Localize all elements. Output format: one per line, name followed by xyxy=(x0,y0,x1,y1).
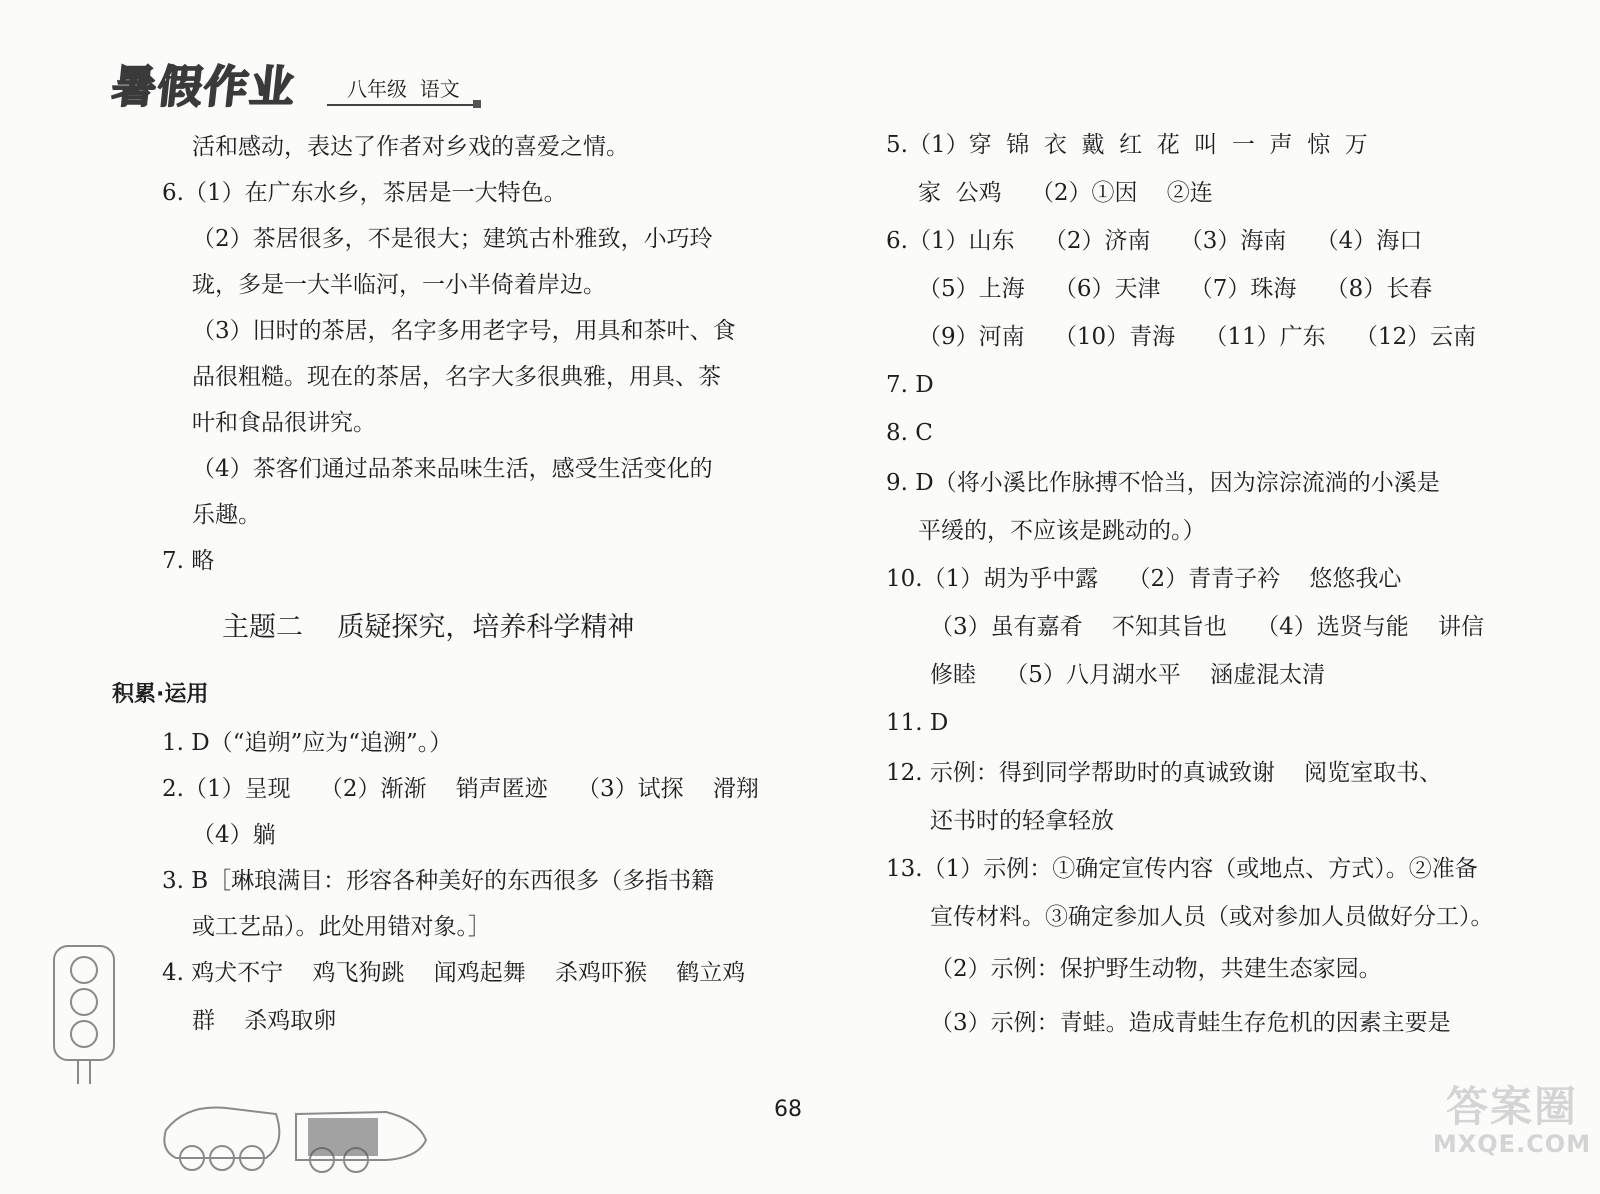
traffic-light-illustration xyxy=(46,944,446,1184)
watermark-url: MXQE.COM xyxy=(1432,1130,1592,1158)
answer-line: 2.（1）呈现 （2）渐渐 销声匿迹 （3）试探 滑翔 xyxy=(162,776,759,802)
answer-line: 13.（1）示例：①确定宣传内容（或地点、方式）。②准备 xyxy=(886,856,1478,882)
answer-line: 平缓的，不应该是跳动的。） xyxy=(918,518,1206,544)
answer-line: 11. D xyxy=(886,710,949,736)
answer-line: （9）河南 （10）青海 （11）广东 （12）云南 xyxy=(918,324,1477,350)
answer-line: 宣传材料。③确定参加人员（或对参加人员做好分工）。 xyxy=(930,904,1494,930)
answer-line: 乐趣。 xyxy=(192,502,261,528)
answer-line: 9. D（将小溪比作脉搏不恰当，因为淙淙流淌的小溪是 xyxy=(886,470,1440,496)
header-rule xyxy=(327,104,477,106)
book-logo: 暑假作业 xyxy=(109,62,299,113)
answer-line: 家 公鸡 （2）①因 ②连 xyxy=(918,180,1213,206)
answer-line: （3）旧时的茶居，名字多用老字号，用具和茶叶、食 xyxy=(192,318,736,344)
answer-line: 还书时的轻拿轻放 xyxy=(930,808,1114,834)
answer-line: 3. B［琳琅满目：形容各种美好的东西很多（多指书籍 xyxy=(162,868,715,894)
answer-line: 叶和食品很讲究。 xyxy=(192,410,376,436)
answer-line: 6.（1）在广东水乡，茶居是一大特色。 xyxy=(162,180,567,206)
answer-line: （2）示例：保护野生动物，共建生态家园。 xyxy=(930,956,1382,982)
answer-line: （2）茶居很多，不是很大；建筑古朴雅致，小巧玲 xyxy=(192,226,713,252)
answer-line: 8. C xyxy=(886,420,933,446)
header-dot xyxy=(473,100,481,108)
theme-heading: 主题二 质疑探究，培养科学精神 xyxy=(222,612,635,643)
answer-line: 群 杀鸡取卵 xyxy=(192,1008,337,1034)
answer-line: 4. 鸡犬不宁 鸡飞狗跳 闻鸡起舞 杀鸡吓猴 鹤立鸡 xyxy=(162,960,746,986)
answer-line: （4）茶客们通过品茶来品味生活，感受生活变化的 xyxy=(192,456,713,482)
answer-line: 6.（1）山东 （2）济南 （3）海南 （4）海口 xyxy=(886,228,1423,254)
answer-line: 5.（1）穿 锦 衣 戴 红 花 叫 一 声 惊 万 xyxy=(886,132,1368,158)
answer-line: 或工艺品）。此处用错对象。］ xyxy=(192,914,491,940)
answer-line: （5）上海 （6）天津 （7）珠海 （8）长春 xyxy=(918,276,1433,302)
watermark-text: 答案圈 xyxy=(1445,1082,1578,1131)
answer-line: 10.（1）胡为乎中露 （2）青青子衿 悠悠我心 xyxy=(886,566,1402,592)
answer-line: 品很粗糙。现在的茶居，名字大多很典雅，用具、茶 xyxy=(192,364,721,390)
answer-line: 7. D xyxy=(886,372,934,398)
answer-line: （3）虽有嘉肴 不知其旨也 （4）选贤与能 讲信 xyxy=(930,614,1484,640)
answer-line: 1. D（“追朔”应为“追溯”。） xyxy=(162,730,453,756)
answer-line: （3）示例：青蛙。造成青蛙生存危机的因素主要是 xyxy=(930,1010,1451,1036)
answer-line: 修睦 （5）八月湖水平 涵虚混太清 xyxy=(930,662,1326,688)
section-title: 积累·运用 xyxy=(112,682,209,707)
grade-subject-label: 八年级 语文 xyxy=(347,77,460,101)
answer-line: 7. 略 xyxy=(162,548,215,574)
answer-line: 活和感动，表达了作者对乡戏的喜爱之情。 xyxy=(192,134,629,160)
answer-line: 12. 示例：得到同学帮助时的真诚致谢 阅览室取书、 xyxy=(886,760,1443,786)
watermark xyxy=(1432,1084,1592,1158)
answer-line: （4）躺 xyxy=(192,822,276,848)
page-number: 68 xyxy=(774,1097,802,1122)
answer-line: 珑，多是一大半临河，一小半倚着岸边。 xyxy=(192,272,606,298)
